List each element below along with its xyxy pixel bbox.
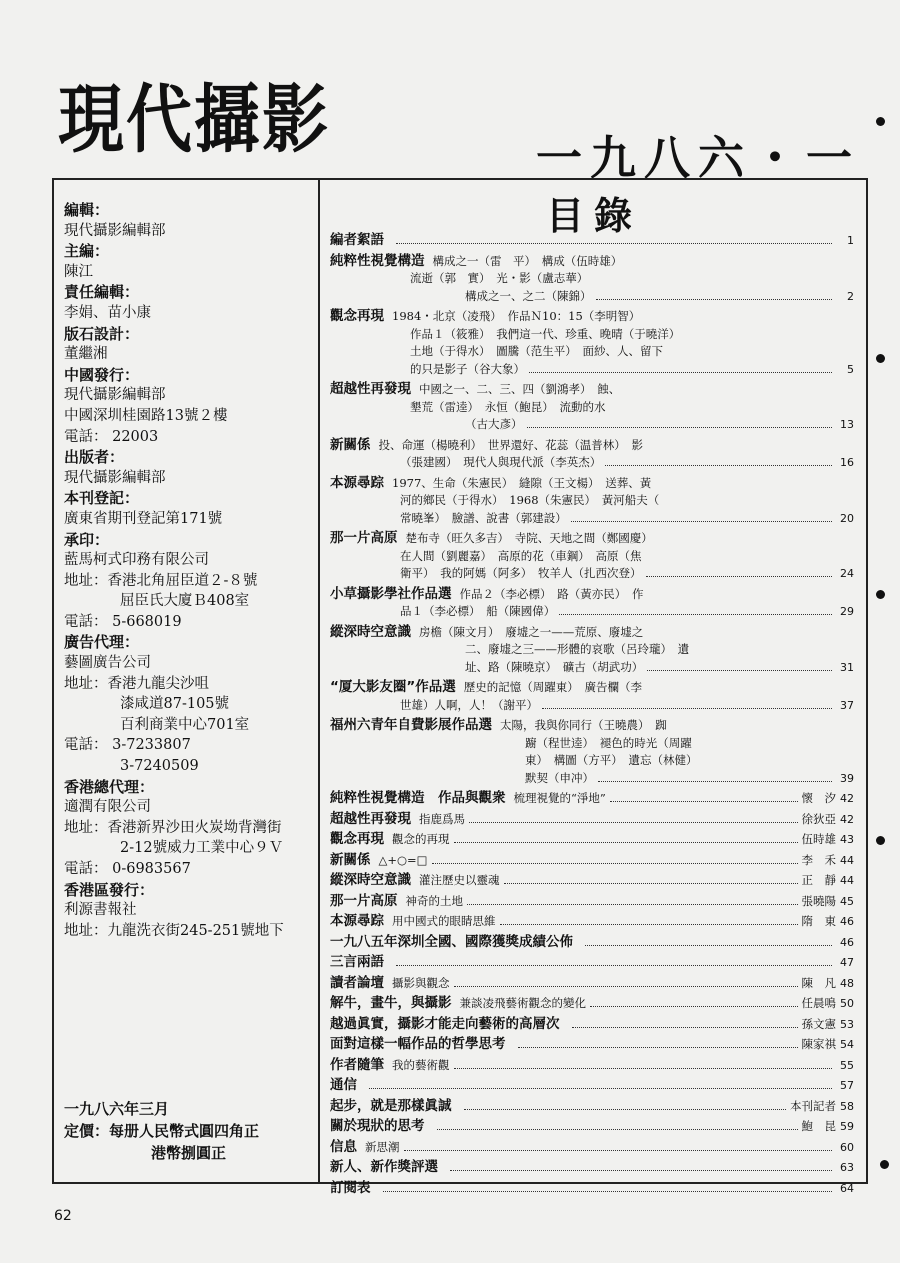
toc-subtitle: 房檐（陳文月） 廢墟之一——荒原、廢墟之	[419, 624, 644, 639]
toc-subtitle: 我的藝術觀	[392, 1057, 450, 1072]
toc-section-title: 作者隨筆	[330, 1056, 384, 1073]
toc-subtitle-continued: 品１（李必標） 船（陳國偉）	[400, 604, 556, 618]
leader-dots	[369, 1088, 832, 1089]
credit-line: 現代攝影編輯部	[64, 387, 166, 404]
leader-dots	[596, 299, 833, 300]
toc-page-number: 45	[840, 894, 854, 908]
credit-line: 董繼湘	[64, 346, 108, 363]
credit-line: 電話： 0-6983567	[64, 861, 191, 877]
credit-line: 利源書報社	[64, 902, 137, 919]
toc-subtitle-continued: （張建國） 現代人與現代派（李英杰）	[400, 455, 602, 469]
toc-author: 李 禾	[801, 852, 836, 867]
toc-entry[interactable]	[330, 437, 854, 472]
credit-heading: 版石設計：	[64, 324, 140, 343]
credit-line: 現代攝影編輯部	[64, 469, 166, 486]
toc-author: 鮑 昆	[801, 1119, 836, 1133]
leader-dots	[396, 965, 832, 966]
toc-subtitle-continued: （古大彥）	[465, 417, 523, 431]
toc-section-title: 觀念再現	[330, 831, 384, 847]
magazine-masthead: 現代攝影	[58, 76, 330, 164]
toc-section-title: 編者絮語	[330, 232, 384, 248]
toc-subtitle: 觀念的再現	[392, 832, 450, 846]
toc-entry[interactable]	[330, 1118, 854, 1136]
toc-subtitle: 楚布寺（旺久多吉） 寺院、天地之間（鄭國慶）	[405, 531, 653, 545]
toc-author: 本刊記者	[790, 1098, 836, 1113]
toc-page-number: 43	[840, 833, 854, 846]
toc-section-title: 解牛，畫牛，與攝影	[330, 995, 452, 1011]
toc-subtitle: 指鹿爲馬	[419, 811, 465, 826]
toc-section-title: 純粹性視覺構造 作品與觀衆	[330, 790, 506, 806]
leader-dots	[598, 781, 832, 782]
toc-entry[interactable]	[330, 1016, 854, 1034]
leader-dots	[454, 842, 798, 843]
toc-section-title: 起步，就是那樣眞誠	[330, 1097, 452, 1114]
toc-author: 孫文憲	[801, 1016, 836, 1031]
toc-subtitle: 梳理視覺的“淨地”	[513, 791, 606, 805]
credit-line: 3-7240509	[120, 758, 199, 775]
binding-hole-dot	[876, 590, 885, 599]
leader-dots	[571, 521, 832, 522]
toc-entry[interactable]	[330, 232, 854, 250]
toc-section-title: 超越性再發現	[330, 810, 411, 827]
credit-line: 地址：九龍洗衣街245-251號地下	[64, 922, 284, 939]
toc-subtitle: 太陽，我與你同行（王曉農） 踟	[500, 718, 667, 732]
toc-section-title: 一九八五年深圳全國、國際獲獎成績公佈	[330, 933, 573, 950]
credit-line: 地址：香港新界沙田火炭坳背灣街	[64, 819, 282, 836]
price-line: 定價：每册人民幣式圓四角正	[64, 1122, 260, 1140]
leader-dots	[605, 465, 832, 466]
masthead-credits	[64, 200, 314, 941]
leader-dots	[454, 986, 798, 987]
credit-line: 藝圖廣告公司	[64, 655, 151, 672]
toc-section-title: 那一片高原	[330, 530, 398, 546]
toc-section-title: 本源尋踪	[330, 474, 384, 491]
toc-page-number: 42	[840, 812, 854, 826]
toc-section-title: 通信	[330, 1077, 357, 1093]
toc-subtitle-continued: 二、廢墟之三——形體的哀歌（呂玲瓏） 遺	[465, 642, 690, 656]
credit-line: 屈臣氏大廈Ｂ408室	[120, 593, 250, 610]
toc-subtitle-continued: 在人間（劉麗嘉） 高原的花（車鋼） 高原（焦	[400, 548, 642, 563]
toc-page-number: 57	[840, 1079, 854, 1092]
toc-author: 陳 凡	[801, 975, 836, 990]
toc-subtitle: 構成之一（雷 平） 構成（伍時雄）	[432, 253, 623, 268]
leader-dots	[559, 614, 832, 615]
leader-dots	[542, 708, 832, 709]
toc-page-number: 47	[840, 956, 854, 969]
toc-subtitle-continued: 東） 構圖（方平） 遺忘（林健）	[525, 753, 698, 767]
issue-number: 一九八六・一	[536, 131, 860, 185]
toc-page-number: 37	[840, 698, 854, 712]
toc-subtitle-continued: 墾荒（雷逵） 永恒（鮑昆） 流動的水	[410, 399, 606, 414]
toc-subtitle: 兼談凌飛藝術觀念的變化	[459, 996, 586, 1010]
toc-entry[interactable]	[330, 995, 854, 1013]
credit-line: 2-12號威力工業中心９Ｖ	[120, 840, 284, 857]
toc-page-number: 29	[840, 605, 854, 618]
credit-heading: 香港區發行：	[64, 880, 155, 899]
toc-subtitle-continued: 常曉峯） 臉譜、說書（郭建設）	[400, 510, 567, 525]
publication-info	[64, 1098, 259, 1164]
toc-section-title: 縱深時空意識	[330, 872, 411, 888]
toc-page-number: 60	[840, 1140, 854, 1154]
toc-page-number: 1	[847, 234, 854, 247]
leader-dots	[404, 1150, 833, 1151]
toc-entry[interactable]	[330, 381, 854, 434]
toc-entry[interactable]	[330, 872, 854, 890]
toc-section-title: 越過眞實，攝影才能走向藝術的高層次	[330, 1015, 560, 1032]
price-line-hk: 港幣捌圓正	[151, 1144, 227, 1162]
toc-entry[interactable]	[330, 913, 854, 931]
column-divider	[318, 178, 320, 1182]
toc-subtitle: 1984・北京（凌飛） 作品Ｎ10：15（李明智）	[392, 309, 641, 323]
leader-dots	[518, 1047, 798, 1048]
credit-heading: 中國發行：	[64, 365, 140, 384]
toc-entry[interactable]	[330, 530, 854, 583]
toc-page-number: 44	[840, 853, 854, 867]
toc-entry[interactable]	[330, 253, 854, 306]
binding-hole-dot	[876, 836, 885, 845]
toc-section-title: 本源尋踪	[330, 913, 384, 929]
toc-page-number: 53	[840, 1017, 854, 1031]
credit-line: 漆咸道87-105號	[120, 696, 230, 713]
toc-author: 陳家祺	[801, 1037, 836, 1051]
toc-entry[interactable]	[330, 811, 854, 829]
toc-page-number: 31	[840, 660, 854, 674]
credit-heading: 承印：	[64, 530, 110, 549]
toc-section-title: 新人、新作獎評選	[330, 1159, 438, 1175]
toc-heading: 目錄	[546, 194, 643, 238]
toc-subtitle: 新思潮	[365, 1139, 400, 1154]
credit-line: 李娟、苗小康	[64, 304, 151, 321]
toc-subtitle: 中國之一、二、三、四（劉鴻孝） 蝕、	[419, 382, 621, 396]
toc-page-number: 20	[840, 511, 854, 525]
credit-heading: 廣告代理：	[64, 633, 140, 652]
toc-entry[interactable]	[330, 717, 854, 787]
toc-subtitle: 投、命運（楊曉利） 世界還好、花蕊（温普林） 影	[378, 437, 643, 452]
binding-hole-dot	[876, 354, 885, 363]
toc-section-title: 純粹性視覺構造	[330, 252, 425, 269]
toc-subtitle: 灌注歷史以靈魂	[419, 873, 500, 887]
publication-date: 一九八六年三月	[64, 1100, 170, 1118]
credit-line: 地址：香港九龍尖沙咀	[64, 675, 209, 692]
toc-section-title: 新關係	[330, 436, 371, 453]
toc-section-title: 新關係	[330, 851, 371, 868]
leader-dots	[450, 1170, 832, 1171]
toc-page-number: 44	[840, 874, 854, 887]
toc-entry[interactable]	[330, 790, 854, 808]
toc-entry[interactable]	[330, 934, 854, 952]
toc-page-number: 42	[840, 792, 854, 805]
credit-line: 陳江	[64, 263, 93, 280]
toc-section-title: 福州六青年自費影展作品選	[330, 717, 492, 733]
toc-page-number: 46	[840, 935, 854, 949]
toc-page-number: 2	[847, 289, 854, 303]
page-number: 62	[54, 1208, 72, 1224]
toc-subtitle-continued: 衛平） 我的阿媽（阿多） 牧羊人（扎西次登）	[400, 566, 642, 580]
credit-line: 電話： 5-668019	[64, 613, 182, 630]
leader-dots	[467, 904, 798, 905]
toc-entry[interactable]	[330, 1077, 854, 1095]
toc-entry[interactable]	[330, 1139, 854, 1157]
toc-page-number: 59	[840, 1120, 854, 1133]
toc-entry[interactable]	[330, 679, 854, 714]
toc-section-title: 觀念再現	[330, 308, 384, 324]
toc-subtitle: 攝影與觀念	[392, 975, 450, 990]
credit-line: 適潤有限公司	[64, 799, 151, 816]
toc-author: 伍時雄	[801, 832, 836, 846]
toc-page-number: 13	[840, 418, 854, 431]
toc-subtitle-continued: 作品１（筱雅） 我們這一代、珍重、晚晴（于曉洋）	[410, 326, 681, 341]
leader-dots	[590, 1006, 798, 1007]
credit-heading: 本刊登記：	[64, 489, 140, 508]
credit-line: 現代攝影編輯部	[64, 222, 166, 239]
leader-dots	[454, 1068, 833, 1069]
toc-subtitle-continued: 構成之一、之二（陳錦）	[465, 288, 592, 303]
toc-section-title: 訂閱表	[330, 1179, 371, 1196]
toc-subtitle-continued: 世雄）人啊，人！（謝平）	[400, 697, 538, 712]
toc-author: 徐狄亞	[801, 811, 836, 826]
toc-entry[interactable]	[330, 831, 854, 849]
toc-page-number: 16	[840, 456, 854, 469]
leader-dots	[500, 924, 798, 925]
toc-subtitle: 作品２（李必標） 路（黃亦民） 作	[459, 586, 644, 601]
toc-entry[interactable]	[330, 1180, 854, 1198]
leader-dots	[432, 863, 798, 864]
credit-line: 電話： 22003	[64, 428, 159, 445]
leader-dots	[646, 576, 833, 577]
toc-page-number: 39	[840, 771, 854, 785]
toc-page-number: 55	[840, 1058, 854, 1072]
credit-line: 廣東省期刊登記第171號	[64, 510, 223, 527]
table-of-contents	[330, 232, 854, 1200]
toc-author: 正 靜	[801, 873, 836, 887]
leader-dots	[529, 372, 832, 373]
toc-entry[interactable]	[330, 1057, 854, 1075]
toc-page-number: 50	[840, 997, 854, 1010]
toc-entry[interactable]	[330, 852, 854, 870]
toc-entry[interactable]	[330, 1036, 854, 1054]
credit-heading: 責任編輯：	[64, 283, 140, 302]
toc-entry[interactable]	[330, 308, 854, 378]
toc-subtitle-continued: 河的鄉民（于得水） 1968（朱憲民） 黃河船夫（	[400, 493, 660, 507]
credit-heading: 編輯：	[64, 201, 110, 219]
toc-section-title: 讀者論壇	[330, 974, 384, 991]
toc-page-number: 58	[840, 1099, 854, 1113]
binding-hole-dot	[876, 117, 885, 126]
leader-dots	[585, 945, 832, 946]
toc-page-number: 54	[840, 1038, 854, 1051]
toc-entry[interactable]	[330, 954, 854, 972]
leader-dots	[504, 883, 798, 884]
toc-page-number: 63	[840, 1161, 854, 1174]
toc-subtitle-continued: 址、路（陳曉京） 礦古（胡武功）	[465, 659, 644, 674]
leader-dots	[572, 1027, 798, 1028]
binding-hole-dot	[880, 1160, 889, 1169]
toc-author: 隋 東	[801, 914, 836, 928]
toc-entry[interactable]	[330, 975, 854, 993]
credit-line: 藍馬柯式印務有限公司	[64, 552, 209, 569]
credit-heading: 主編：	[64, 242, 110, 261]
toc-entry[interactable]	[330, 624, 854, 677]
toc-section-title: 三言兩語	[330, 954, 384, 970]
toc-subtitle: 1977、生命（朱憲民） 縫隙（王文楊） 送葬、黃	[392, 475, 652, 490]
toc-page-number: 46	[840, 915, 854, 928]
leader-dots	[610, 801, 798, 802]
toc-subtitle-continued: 默契（申冲）	[525, 770, 594, 785]
toc-section-title: 超越性再發現	[330, 381, 411, 397]
toc-subtitle: 歷史的記憶（周躍東） 廣告欄（李	[463, 680, 642, 694]
toc-author: 任晨鳴	[801, 996, 836, 1010]
toc-section-title: 信息	[330, 1138, 357, 1155]
leader-dots	[464, 1109, 787, 1110]
toc-section-title: 縱深時空意識	[330, 623, 411, 640]
toc-subtitle: 用中國式的眼睛思維	[392, 914, 496, 928]
leader-dots	[437, 1129, 798, 1130]
toc-subtitle: △+○=□	[378, 852, 428, 867]
toc-page-number: 48	[840, 976, 854, 990]
credit-heading: 香港總代理：	[64, 777, 155, 796]
leader-dots	[469, 822, 798, 823]
toc-subtitle-continued: 躕（程世逵） 褪色的時光（周躍	[525, 735, 692, 750]
toc-author: 張曉陽	[801, 893, 836, 908]
toc-page-number: 5	[847, 362, 854, 376]
toc-subtitle-continued: 的只是影子（谷大象）	[410, 361, 525, 376]
credit-line: 地址：香港北角屈臣道２-８號	[64, 572, 258, 589]
toc-section-title: 那一片高原	[330, 892, 398, 909]
toc-entry[interactable]	[330, 475, 854, 528]
leader-dots	[647, 670, 832, 671]
credit-heading: 出版者：	[64, 448, 125, 467]
toc-page-number: 64	[840, 1181, 854, 1195]
leader-dots	[383, 1191, 833, 1192]
toc-subtitle-continued: 土地（于得水） 圖騰（范生平） 面紗、人、留下	[410, 344, 663, 358]
toc-page-number: 24	[840, 567, 854, 580]
leader-dots	[527, 427, 833, 428]
leader-dots	[396, 243, 832, 244]
toc-entry[interactable]	[330, 1159, 854, 1177]
credit-line: 百利商業中心701室	[120, 716, 250, 733]
toc-entry[interactable]	[330, 586, 854, 621]
credit-line: 電話： 3-7233807	[64, 737, 191, 754]
toc-section-title: 面對這樣一幅作品的哲學思考	[330, 1036, 506, 1052]
toc-section-title: “厦大影友圈”作品選	[330, 679, 456, 695]
toc-entry[interactable]	[330, 893, 854, 911]
toc-subtitle-continued: 流逝（郭 實） 光・影（盧志華）	[410, 271, 589, 285]
toc-entry[interactable]	[330, 1098, 854, 1116]
credit-line: 中國深圳桂園路13號２樓	[64, 407, 228, 424]
toc-author: 懷 汐	[801, 791, 836, 805]
toc-subtitle: 神奇的土地	[405, 893, 463, 908]
toc-section-title: 小草攝影學社作品選	[330, 585, 452, 602]
toc-section-title: 關於現狀的思考	[330, 1118, 425, 1134]
